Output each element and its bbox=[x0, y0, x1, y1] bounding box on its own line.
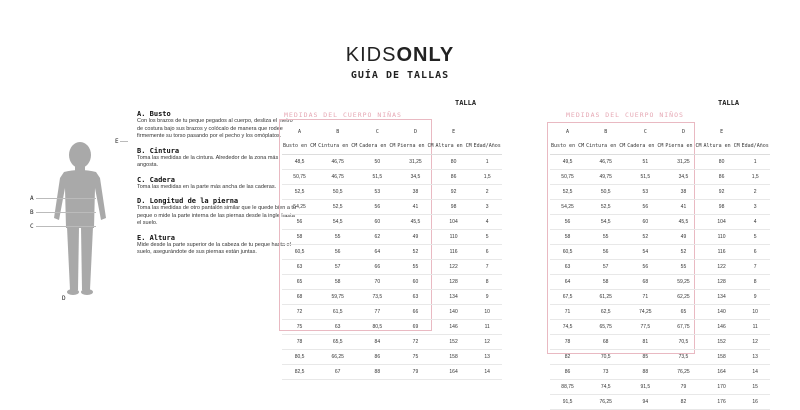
table-cell: 60,5 bbox=[282, 245, 317, 260]
table-cell: 57 bbox=[317, 260, 358, 275]
col-letter: C bbox=[643, 129, 647, 135]
table-cell: 2 bbox=[473, 185, 502, 200]
table-cell: 65 bbox=[282, 275, 317, 290]
col-header: Pierna en CM bbox=[664, 138, 702, 155]
table-cell: 31,25 bbox=[664, 155, 702, 170]
table-cell: 46,75 bbox=[585, 155, 626, 170]
table-cell: 60 bbox=[626, 215, 664, 230]
table-cell: 79 bbox=[396, 365, 434, 380]
size-table-boys-body bbox=[550, 155, 770, 410]
table-cell: 64 bbox=[358, 245, 396, 260]
table-cell: 67,75 bbox=[664, 320, 702, 335]
table-cell: 48,5 bbox=[282, 155, 317, 170]
table-row bbox=[550, 215, 770, 230]
table-cell: 70,5 bbox=[585, 350, 626, 365]
table-cell: 13 bbox=[741, 350, 770, 365]
table-cell: 9 bbox=[473, 290, 502, 305]
col-header: Busto en CM bbox=[282, 138, 317, 155]
table-cell: 4 bbox=[741, 215, 770, 230]
table-cell: 53 bbox=[626, 185, 664, 200]
table-cell: 2 bbox=[741, 185, 770, 200]
table-cell: 52,5 bbox=[585, 200, 626, 215]
table-cell: 51 bbox=[626, 155, 664, 170]
legend-desc: Toma las medidas en la parte más ancha de las caderas. bbox=[137, 183, 277, 190]
table-cell: 54,5 bbox=[317, 215, 358, 230]
figure-label-e: E bbox=[115, 138, 119, 145]
table-cell: 45,5 bbox=[396, 215, 434, 230]
col-header: Busto en CM bbox=[550, 138, 585, 155]
table-cell: 6 bbox=[473, 245, 502, 260]
table-cell: 62,5 bbox=[585, 305, 626, 320]
col-letter: B bbox=[604, 129, 608, 135]
table-cell: 45,5 bbox=[664, 215, 702, 230]
col-header: Edad/Años bbox=[473, 138, 502, 155]
table-cell: 75 bbox=[282, 320, 317, 335]
table-cell: 14 bbox=[473, 365, 502, 380]
table-cell: 82 bbox=[550, 350, 585, 365]
col-header: Altura en CM bbox=[703, 138, 741, 155]
table-cell: 52,5 bbox=[317, 200, 358, 215]
table-cell: 110 bbox=[435, 230, 473, 245]
table-cell: 80,5 bbox=[282, 350, 317, 365]
table-cell: 61,5 bbox=[317, 305, 358, 320]
table-row bbox=[282, 365, 502, 380]
legend-title: D. Longitud de la pierna bbox=[137, 197, 239, 205]
table-row bbox=[282, 290, 502, 305]
figure-label-b: B bbox=[30, 209, 34, 216]
col-letter: E bbox=[452, 129, 456, 135]
col-letter: B bbox=[336, 129, 340, 135]
table-cell: 12 bbox=[741, 335, 770, 350]
table-row bbox=[550, 305, 770, 320]
table-cell: 3 bbox=[741, 200, 770, 215]
table-cell: 52 bbox=[626, 230, 664, 245]
table-cell: 1 bbox=[741, 155, 770, 170]
table-cell: 134 bbox=[435, 290, 473, 305]
table-cell: 59,75 bbox=[317, 290, 358, 305]
table-cell: 34,5 bbox=[664, 170, 702, 185]
col-header: Altura en CM bbox=[435, 138, 473, 155]
table-cell: 88 bbox=[358, 365, 396, 380]
brand-logo-light: KIDS bbox=[345, 44, 397, 66]
legend-title: B. Cintura bbox=[137, 146, 180, 155]
table-cell: 85 bbox=[626, 350, 664, 365]
table-cell: 91,5 bbox=[626, 380, 664, 395]
legend-desc: Toma las medidas de la cintura. Alrededor de la zona más angosta. bbox=[137, 154, 279, 168]
legend-desc: Mide desde la parte superior de la cabeza de tu peque hasta el suelo, asegurándote de sus piernas están juntas. bbox=[137, 241, 291, 255]
table-row bbox=[282, 245, 502, 260]
table-cell: 51,5 bbox=[358, 170, 396, 185]
table-cell: 65,5 bbox=[317, 335, 358, 350]
table-cell: 86 bbox=[550, 365, 585, 380]
table-cell: 58 bbox=[550, 230, 585, 245]
table-cell: 128 bbox=[435, 275, 473, 290]
table-cell: 76,25 bbox=[585, 395, 626, 410]
col-header: Pierna en CM bbox=[396, 138, 434, 155]
table-cell: 65,75 bbox=[585, 320, 626, 335]
table-cell: 41 bbox=[396, 200, 434, 215]
table-cell: 55 bbox=[585, 230, 626, 245]
table-cell: 71 bbox=[550, 305, 585, 320]
table-cell: 73 bbox=[585, 365, 626, 380]
table-cell: 60 bbox=[358, 215, 396, 230]
table-cell: 1 bbox=[473, 155, 502, 170]
table-cell: 164 bbox=[435, 365, 473, 380]
table-cell: 164 bbox=[703, 365, 741, 380]
table-row bbox=[282, 155, 502, 170]
table-cell: 51,5 bbox=[626, 170, 664, 185]
brand-logo bbox=[0, 44, 800, 67]
table-cell: 176 bbox=[703, 395, 741, 410]
table-cell: 68 bbox=[282, 290, 317, 305]
table-cell: 56 bbox=[585, 245, 626, 260]
brand-logo-bold: ONLY bbox=[396, 44, 455, 66]
table-cell: 64 bbox=[550, 275, 585, 290]
table-row bbox=[282, 320, 502, 335]
table-cell: 86 bbox=[703, 170, 741, 185]
table-cell: 54,25 bbox=[550, 200, 585, 215]
table-cell: 8 bbox=[741, 275, 770, 290]
col-letter bbox=[741, 126, 770, 138]
table-cell: 62,25 bbox=[664, 290, 702, 305]
table-cell: 146 bbox=[703, 320, 741, 335]
page-subtitle: GUÍA DE TALLAS bbox=[350, 70, 450, 81]
table-row bbox=[550, 290, 770, 305]
col-letter: A bbox=[566, 129, 570, 135]
measurement-legend bbox=[137, 110, 297, 263]
legend-item-height bbox=[137, 234, 297, 257]
figure-label-d: D bbox=[62, 295, 66, 302]
table-cell: 50,75 bbox=[550, 170, 585, 185]
table-cell: 31,25 bbox=[396, 155, 434, 170]
table-cell: 88,75 bbox=[550, 380, 585, 395]
table-cell: 104 bbox=[435, 215, 473, 230]
table-cell: 54 bbox=[626, 245, 664, 260]
table-cell: 5 bbox=[741, 230, 770, 245]
table-cell: 56 bbox=[358, 200, 396, 215]
table-cell: 58 bbox=[585, 275, 626, 290]
legend-desc: Con los brazos de tu peque pegados al cuerpo, desliza el metro de costura bajo sus brazos y colócalo de manera que rodee firmemente su torso pasando por el pecho y los omóplatos. bbox=[137, 118, 293, 139]
table-cell: 71 bbox=[626, 290, 664, 305]
table-cell: 63 bbox=[396, 290, 434, 305]
table-cell: 54,25 bbox=[282, 200, 317, 215]
table-cell: 15 bbox=[741, 380, 770, 395]
col-letter: C bbox=[375, 129, 379, 135]
table-cell: 1,5 bbox=[473, 170, 502, 185]
table-cell: 78 bbox=[282, 335, 317, 350]
table-cell: 13 bbox=[473, 350, 502, 365]
table-cell: 152 bbox=[703, 335, 741, 350]
table-cell: 86 bbox=[435, 170, 473, 185]
figure-label-c: C bbox=[30, 223, 34, 230]
table-cell: 76,25 bbox=[664, 365, 702, 380]
table-cell: 49 bbox=[664, 230, 702, 245]
table-cell: 78 bbox=[550, 335, 585, 350]
legend-item-bust bbox=[137, 110, 297, 141]
col-letter: E bbox=[720, 129, 724, 135]
table-row bbox=[282, 170, 502, 185]
talla-label-boys: TALLA bbox=[718, 99, 740, 107]
table-cell: 66 bbox=[396, 305, 434, 320]
table-cell: 7 bbox=[741, 260, 770, 275]
table-row bbox=[550, 200, 770, 215]
col-letter: D bbox=[681, 129, 685, 135]
col-letter bbox=[473, 126, 502, 138]
table-cell: 14 bbox=[741, 365, 770, 380]
table-cell: 11 bbox=[473, 320, 502, 335]
table-cell: 52 bbox=[396, 245, 434, 260]
table-cell: 59,25 bbox=[664, 275, 702, 290]
table-cell: 72 bbox=[396, 335, 434, 350]
table-cell: 16 bbox=[741, 395, 770, 410]
table-cell: 8 bbox=[473, 275, 502, 290]
table-row bbox=[282, 275, 502, 290]
table-row bbox=[550, 170, 770, 185]
table-cell: 110 bbox=[703, 230, 741, 245]
table-cell: 4 bbox=[473, 215, 502, 230]
table-cell: 94 bbox=[626, 395, 664, 410]
table-cell: 73,5 bbox=[358, 290, 396, 305]
table-cell: 56 bbox=[282, 215, 317, 230]
legend-title: A. Busto bbox=[137, 110, 171, 118]
table-row bbox=[282, 230, 502, 245]
table-row bbox=[550, 230, 770, 245]
table-cell: 9 bbox=[741, 290, 770, 305]
table-cell: 50 bbox=[358, 155, 396, 170]
table-cell: 3 bbox=[473, 200, 502, 215]
table-cell: 98 bbox=[435, 200, 473, 215]
table-cell: 80,5 bbox=[358, 320, 396, 335]
table-row bbox=[282, 185, 502, 200]
table-cell: 158 bbox=[435, 350, 473, 365]
table-row bbox=[282, 335, 502, 350]
table-cell: 140 bbox=[703, 305, 741, 320]
table-row bbox=[550, 380, 770, 395]
table-cell: 140 bbox=[435, 305, 473, 320]
table-cell: 92 bbox=[435, 185, 473, 200]
table-row bbox=[550, 335, 770, 350]
table-cell: 116 bbox=[435, 245, 473, 260]
table-row bbox=[282, 215, 502, 230]
table-cell: 56 bbox=[317, 245, 358, 260]
table-cell: 61,25 bbox=[585, 290, 626, 305]
table-row bbox=[550, 395, 770, 410]
table-row bbox=[550, 245, 770, 260]
size-table-girls-body bbox=[282, 155, 502, 380]
table-cell: 68 bbox=[626, 275, 664, 290]
table-cell: 50,5 bbox=[585, 185, 626, 200]
table-cell: 122 bbox=[703, 260, 741, 275]
table-cell: 74,5 bbox=[550, 320, 585, 335]
table-cell: 55 bbox=[317, 230, 358, 245]
table-cell: 50,5 bbox=[317, 185, 358, 200]
col-letter: A bbox=[298, 129, 302, 135]
legend-title: C. Cadera bbox=[137, 175, 175, 184]
table-cell: 41 bbox=[664, 200, 702, 215]
table-cell: 56 bbox=[550, 215, 585, 230]
table-cell: 79 bbox=[664, 380, 702, 395]
waist-marker-line bbox=[36, 212, 96, 213]
table-cell: 56 bbox=[626, 260, 664, 275]
col-letter: D bbox=[413, 129, 417, 135]
table-cell: 66,25 bbox=[317, 350, 358, 365]
table-row bbox=[550, 275, 770, 290]
table-cell: 5 bbox=[473, 230, 502, 245]
table-cell: 158 bbox=[703, 350, 741, 365]
child-silhouette-icon bbox=[40, 140, 120, 310]
table-cell: 60 bbox=[396, 275, 434, 290]
table-cell: 50,75 bbox=[282, 170, 317, 185]
col-header: Cadera en CM bbox=[626, 138, 664, 155]
table-cell: 55 bbox=[396, 260, 434, 275]
table-cell: 11 bbox=[741, 320, 770, 335]
table-row bbox=[550, 350, 770, 365]
table-cell: 10 bbox=[741, 305, 770, 320]
child-figure-illustration bbox=[40, 140, 120, 310]
table-row bbox=[550, 365, 770, 380]
table-cell: 84 bbox=[358, 335, 396, 350]
height-marker-line bbox=[120, 141, 128, 142]
table-cell: 12 bbox=[473, 335, 502, 350]
table-cell: 54,5 bbox=[585, 215, 626, 230]
table-cell: 70,5 bbox=[664, 335, 702, 350]
table-cell: 81 bbox=[626, 335, 664, 350]
table-cell: 116 bbox=[703, 245, 741, 260]
table-cell: 49,5 bbox=[550, 155, 585, 170]
table-cell: 52 bbox=[664, 245, 702, 260]
bust-marker-line bbox=[36, 198, 96, 199]
size-table-boys bbox=[550, 126, 770, 410]
table-row bbox=[282, 200, 502, 215]
table-cell: 170 bbox=[703, 380, 741, 395]
table-cell: 60,5 bbox=[550, 245, 585, 260]
col-header: Cadera en CM bbox=[358, 138, 396, 155]
legend-desc: Toma las medidas de otro pantalón similar que le quede bien a tu peque o mide la parte interna de las piernas desde la ingle hasta el suelo. bbox=[137, 205, 296, 226]
table-row bbox=[282, 260, 502, 275]
table-cell: 77 bbox=[358, 305, 396, 320]
table-cell: 58 bbox=[282, 230, 317, 245]
figure-label-a: A bbox=[30, 195, 34, 202]
table-cell: 57 bbox=[585, 260, 626, 275]
table-row bbox=[282, 350, 502, 365]
table-cell: 7 bbox=[473, 260, 502, 275]
legend-item-hip bbox=[137, 176, 297, 192]
table-cell: 66 bbox=[358, 260, 396, 275]
section-label-girls: MEDIDAS DEL CUERPO NIÑAS bbox=[284, 111, 402, 119]
table-cell: 63 bbox=[550, 260, 585, 275]
table-cell: 80 bbox=[703, 155, 741, 170]
table-cell: 98 bbox=[703, 200, 741, 215]
table-cell: 10 bbox=[473, 305, 502, 320]
table-cell: 63 bbox=[317, 320, 358, 335]
table-cell: 75 bbox=[396, 350, 434, 365]
table-cell: 58 bbox=[317, 275, 358, 290]
table-cell: 146 bbox=[435, 320, 473, 335]
table-cell: 122 bbox=[435, 260, 473, 275]
col-header: Cintura en CM bbox=[317, 138, 358, 155]
table-cell: 91,5 bbox=[550, 395, 585, 410]
table-cell: 38 bbox=[664, 185, 702, 200]
table-cell: 52,5 bbox=[282, 185, 317, 200]
table-cell: 73,5 bbox=[664, 350, 702, 365]
table-cell: 74,25 bbox=[626, 305, 664, 320]
table-cell: 67 bbox=[317, 365, 358, 380]
table-cell: 68 bbox=[585, 335, 626, 350]
table-cell: 1,5 bbox=[741, 170, 770, 185]
table-cell: 82 bbox=[664, 395, 702, 410]
table-row bbox=[550, 260, 770, 275]
table-cell: 128 bbox=[703, 275, 741, 290]
table-cell: 92 bbox=[703, 185, 741, 200]
table-cell: 77,5 bbox=[626, 320, 664, 335]
table-cell: 53 bbox=[358, 185, 396, 200]
table-cell: 56 bbox=[626, 200, 664, 215]
table-cell: 49 bbox=[396, 230, 434, 245]
table-cell: 152 bbox=[435, 335, 473, 350]
table-cell: 104 bbox=[703, 215, 741, 230]
legend-item-leg-length bbox=[137, 197, 297, 228]
legend-title: E. Altura bbox=[137, 233, 175, 242]
table-cell: 70 bbox=[358, 275, 396, 290]
table-cell: 69 bbox=[396, 320, 434, 335]
table-cell: 74,5 bbox=[585, 380, 626, 395]
table-cell: 67,5 bbox=[550, 290, 585, 305]
hip-marker-line bbox=[36, 226, 96, 227]
table-cell: 80 bbox=[435, 155, 473, 170]
table-cell: 6 bbox=[741, 245, 770, 260]
table-cell: 72 bbox=[282, 305, 317, 320]
table-cell: 55 bbox=[664, 260, 702, 275]
table-row bbox=[282, 305, 502, 320]
table-cell: 34,5 bbox=[396, 170, 434, 185]
section-label-boys: MEDIDAS DEL CUERPO NIÑOS bbox=[566, 111, 684, 119]
talla-label-girls: TALLA bbox=[455, 99, 477, 107]
table-row bbox=[550, 320, 770, 335]
size-table-girls bbox=[282, 126, 502, 380]
table-cell: 38 bbox=[396, 185, 434, 200]
col-header: Cintura en CM bbox=[585, 138, 626, 155]
table-cell: 46,75 bbox=[317, 170, 358, 185]
col-header: Edad/Años bbox=[741, 138, 770, 155]
table-cell: 88 bbox=[626, 365, 664, 380]
table-cell: 62 bbox=[358, 230, 396, 245]
legend-item-waist bbox=[137, 147, 297, 170]
table-cell: 86 bbox=[358, 350, 396, 365]
table-row bbox=[550, 185, 770, 200]
table-cell: 49,75 bbox=[585, 170, 626, 185]
table-cell: 65 bbox=[664, 305, 702, 320]
table-cell: 63 bbox=[282, 260, 317, 275]
table-cell: 46,75 bbox=[317, 155, 358, 170]
table-row bbox=[550, 155, 770, 170]
table-cell: 52,5 bbox=[550, 185, 585, 200]
table-cell: 134 bbox=[703, 290, 741, 305]
table-cell: 82,5 bbox=[282, 365, 317, 380]
